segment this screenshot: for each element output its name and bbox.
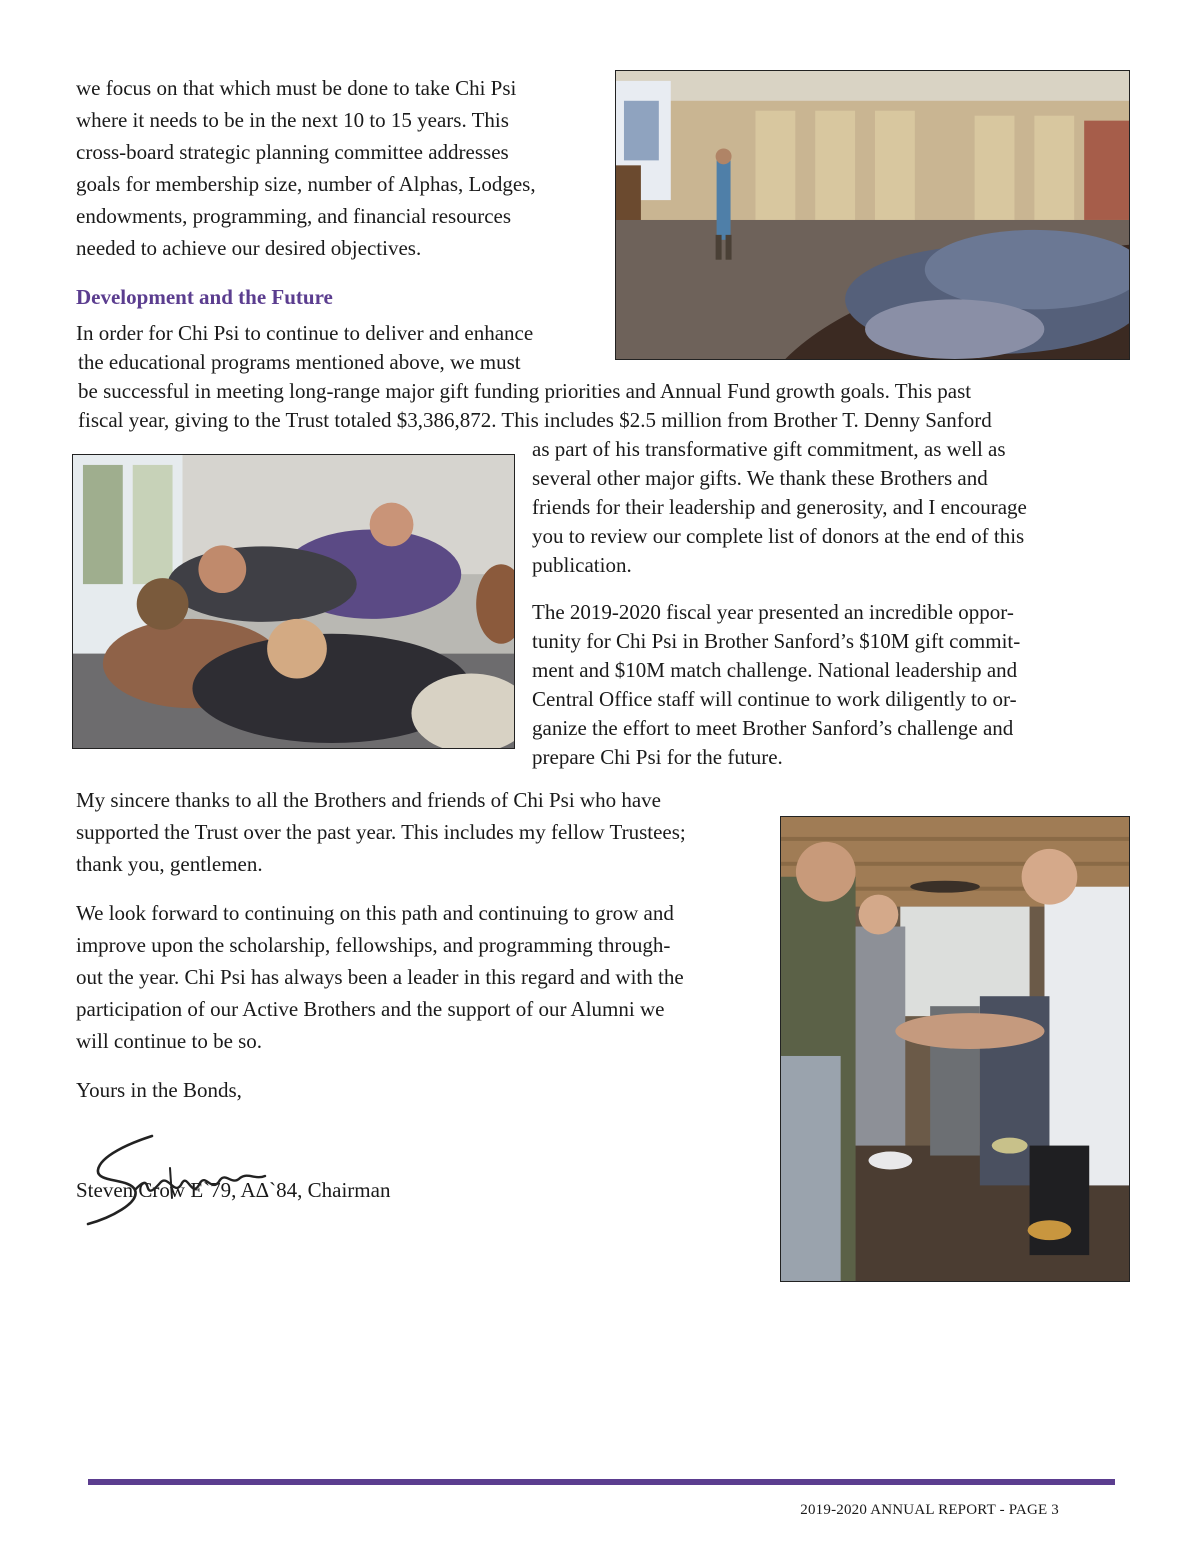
fiscal-paragraph (532, 598, 1122, 772)
text-line: tunity for Chi Psi in Brother Sanford’s $10M gift commit- (532, 629, 1021, 653)
text-line: fiscal year, giving to the Trust totaled $3,386,872. This includes $2.5 million from Brother T. Denny Sanford (78, 408, 992, 432)
section-heading: Development and the Future (76, 285, 333, 309)
text-line: publication. (532, 553, 632, 577)
text-line: participation of our Active Brothers and the support of our Alumni we (76, 997, 665, 1021)
text-line: out the year. Chi Psi has always been a leader in this regard and with the (76, 965, 684, 989)
text-line: In order for Chi Psi to continue to deliver and enhance (76, 321, 534, 345)
text-line: endowments, programming, and financial resources (76, 204, 512, 228)
development-paragraph-narrow (76, 319, 606, 377)
group-circle-photo (780, 816, 1130, 1282)
text-line: ganize the effort to meet Brother Sanford’s challenge and (532, 716, 1014, 740)
signature-name-line: Steven Crow E`79, AΔ`84, Chairman (76, 1178, 391, 1202)
text-line: goals for membership size, number of Alphas, Lodges, (76, 172, 536, 196)
text-line: ment and $10M match challenge. National leadership and (532, 658, 1018, 682)
text-line: My sincere thanks to all the Brothers and friends of Chi Psi who have (76, 788, 661, 812)
text-line: We look forward to continuing on this path and continuing to grow and (76, 901, 674, 925)
text-line: Central Office staff will continue to work diligently to or- (532, 687, 1017, 711)
handwritten-signature (80, 1128, 280, 1228)
text-line: cross-board strategic planning committee addresses (76, 140, 509, 164)
closing-text: Yours in the Bonds, (76, 1078, 242, 1102)
text-line: thank you, gentlemen. (76, 852, 263, 876)
text-line: prepare Chi Psi for the future. (532, 745, 783, 769)
stretching-photo (72, 454, 515, 749)
forward-paragraph (76, 897, 776, 1057)
development-paragraph-right (532, 435, 1122, 580)
page-footer: 2019-2020 ANNUAL REPORT - PAGE 3 (800, 1502, 1059, 1518)
text-line: will continue to be so. (76, 1029, 263, 1053)
text-line: the educational programs mentioned above, we must (78, 350, 521, 374)
development-paragraph-wide (78, 377, 1118, 435)
text-line: as part of his transformative gift commitment, as well as (532, 437, 1006, 461)
text-line: be successful in meeting long-range major gift funding priorities and Annual Fund growth goals. This past (78, 379, 972, 403)
text-line: several other major gifts. We thank these Brothers and (532, 466, 988, 490)
text-line: The 2019-2020 fiscal year presented an incredible oppor- (532, 600, 1014, 624)
text-line: improve upon the scholarship, fellowships, and programming through- (76, 933, 671, 957)
thanks-paragraph (76, 784, 776, 880)
intro-paragraph (76, 72, 606, 264)
text-line: we focus on that which must be done to take Chi Psi (76, 76, 517, 100)
text-line: needed to achieve our desired objectives. (76, 236, 422, 260)
text-line: you to review our complete list of donors at the end of this (532, 524, 1025, 548)
text-line: where it needs to be in the next 10 to 15 years. This (76, 108, 509, 132)
footer-rule (88, 1479, 1115, 1485)
text-line: friends for their leadership and generosity, and I encourage (532, 495, 1027, 519)
text-line: supported the Trust over the past year. This includes my fellow Trustees; (76, 820, 686, 844)
lecture-hall-photo (615, 70, 1130, 360)
